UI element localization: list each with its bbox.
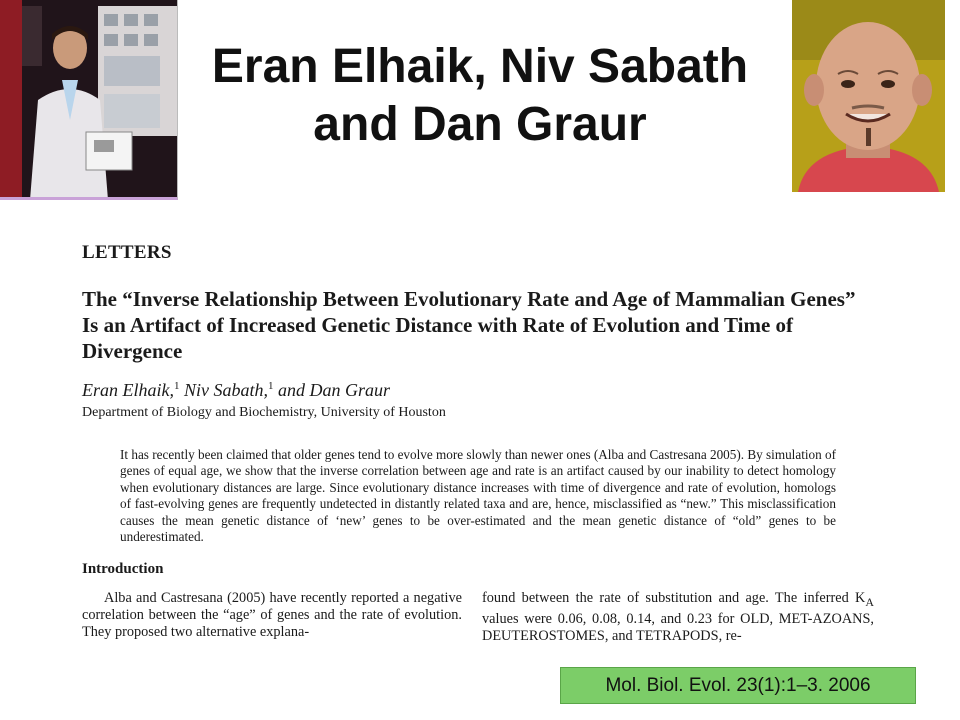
- citation-box: [560, 667, 916, 704]
- author-name: and Dan Graur: [278, 380, 391, 400]
- slide-title-line-1: Eran Elhaik, Niv Sabath: [211, 40, 749, 93]
- intro-right-text-end: values were 0.06, 0.08, 0.14, and 0.23 for OLD, MET-AZOANS, DEUTEROSTOMES, and TETRAPODS, re-: [482, 611, 874, 645]
- author-photo-left: [0, 0, 178, 200]
- paper-authors: [82, 380, 882, 401]
- author-name: Eran Elhaik,: [82, 380, 174, 400]
- paper-abstract: It has recently been claimed that older genes tend to evolve more slowly than newer ones (Alba and Castresana 2005). By simulation of genes of equal age, we show that the inverse correlation between age and rate is an artifact caused by our inability to detect homology when evolutionary distances are large. Since evolutionary distance increases with time of divergence and rate of evolution, homologs of fast-evolving genes are frequently undetected in distantly related taxa and are, hence, misclassified as “new.” This misclassification causes the mean genetic distance of ‘new’ genes to be over-estimated and the mean genetic distance of “old” genes to be underestimated.: [120, 447, 836, 545]
- paper-title: The “Inverse Relationship Between Evolutionary Rate and Age of Mammalian Genes” Is an Artifact of Increased Genetic Distance with Rate of Evolution and Time of Divergence: [82, 287, 856, 363]
- author-photo-left-illustration: [0, 0, 178, 200]
- author-photo-right-illustration: [792, 0, 945, 192]
- paper-affiliation: Department of Biology and Biochemistry, University of Houston: [82, 405, 446, 420]
- introduction-left-column: Alba and Castresana (2005) have recently reported a negative correlation between the “age” of genes and the rate of evolution. They proposed two alternative explana-: [82, 590, 462, 641]
- slide-title: [180, 38, 780, 154]
- author-photo-right: [792, 0, 945, 192]
- author-affiliation-mark: 1: [268, 380, 274, 392]
- intro-right-subscript: A: [865, 595, 874, 610]
- author-affiliation-mark: 1: [174, 380, 180, 392]
- introduction-heading: Introduction: [82, 561, 164, 578]
- introduction-right-column: [482, 590, 874, 645]
- paper-excerpt: [82, 242, 882, 660]
- slide-title-line-2: and Dan Graur: [313, 98, 647, 151]
- author-name: Niv Sabath,: [184, 380, 268, 400]
- citation-text: Mol. Biol. Evol. 23(1):1–3. 2006: [605, 674, 871, 696]
- intro-right-text-start: found between the rate of substitution and age. The inferred K: [482, 590, 866, 607]
- paper-section-label: LETTERS: [82, 242, 172, 263]
- introduction-columns: [82, 590, 882, 660]
